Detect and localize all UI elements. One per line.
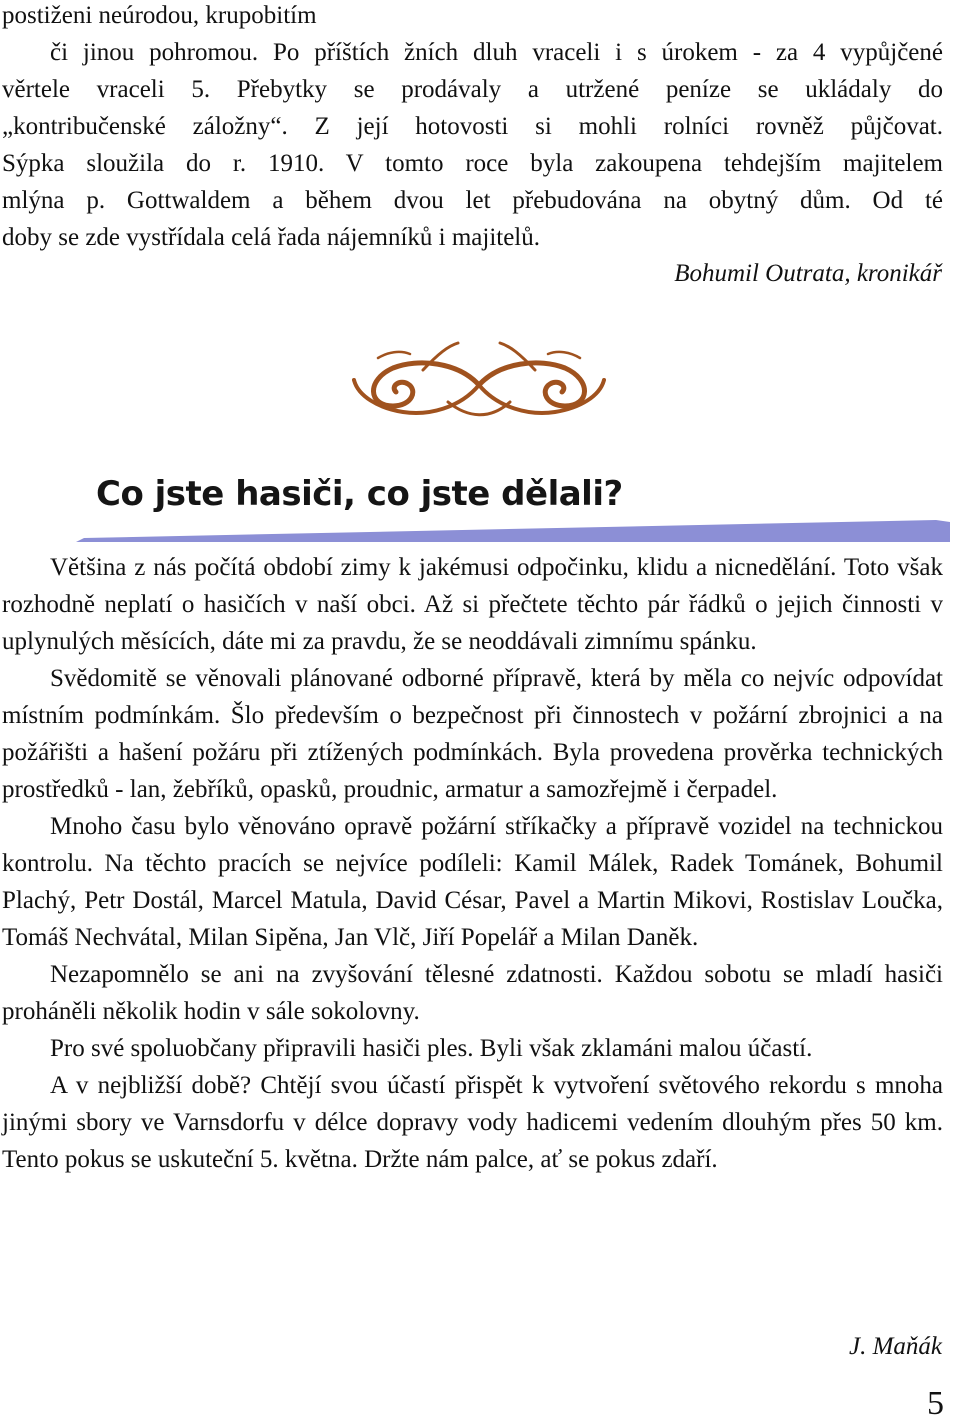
- article-paragraph: Většina z nás počítá období zimy k jakémusi odpočinku, klidu a nicnedělání. Toto však rozhodně neplatí o hasičích v naší obci. Až si přečtete těchto pár řádků o jejich činnosti v uplynulých měsících, dáte mi za pravdu, že se neoddávali zimnímu spánku.: [2, 554, 943, 655]
- article-body: [2, 549, 943, 1178]
- page-number: 5: [927, 1385, 944, 1422]
- text-line: či jinou pohromou. Po příštích žních dluh vraceli i s úrokem - za 4 vypůjčené: [50, 39, 943, 66]
- heading-rule: [76, 520, 950, 542]
- article-paragraph: Mnoho času bylo věnováno opravě požární stříkačky a přípravě vozidel na technickou kontrolu. Na těchto pracích se nejvíce podíleli: Kamil Málek, Radek Tománek, Bohumil Plachý, Petr Dostál, Marcel Matula, David César, Pavel a Martin Mikovi, Rostislav Loučka, Tomáš Nechvátal, Milan Sipěna, Jan Vlč, Jiří Popelář a Milan Daněk.: [2, 813, 943, 951]
- author-signature: J. Maňák: [848, 1333, 942, 1360]
- article-paragraph: Pro své spoluobčany připravili hasiči ples. Byli však zklamáni malou účastí.: [50, 1035, 813, 1062]
- text-line: doby se zde vystřídala celá řada nájemníků i majitelů.: [2, 224, 541, 251]
- article-paragraph: A v nejbližší době? Chtějí svou účastí přispět k vytvoření světového rekordu s mnoha jinými sbory ve Varnsdorfu v délce dopravy vody hadicemi vedením dlouhým přes 50 km. Tento pokus se uskuteční 5. května. Držte nám palce, ať se pokus zdaří.: [2, 1072, 943, 1173]
- article-heading: Co jste hasiči, co jste dělali?: [96, 474, 623, 514]
- text-line: mlýna p. Gottwaldem a během dvou let přebudována na obytný dům. Od té: [2, 187, 943, 214]
- text-line: „kontribučenské záložny“. Z její hotovosti si mohli rolníci rovněž půjčovat.: [2, 113, 943, 140]
- article-paragraph: Svědomitě se věnovali plánované odborné přípravě, která by měla co nejvíc odpovídat místním podmínkám. Šlo především o bezpečnost při činnostech v požární zbrojnici a na požářišti a hašení požáru při ztížených podmínkách. Byla provedena prověrka technických prostředků - lan, žebříků, opasků, proudnic, armatur a samozřejmě i čerpadel.: [2, 665, 943, 803]
- text-line: Sýpka sloužila do r. 1910. V tomto roce byla zakoupena tehdejším majitelem: [2, 150, 943, 177]
- previous-article-ending: [2, 0, 943, 256]
- flourish-ornament-icon: [348, 340, 610, 430]
- article-paragraph: Nezapomnělo se ani na zvyšování tělesné zdatnosti. Každou sobotu se mladí hasiči proháněli několik hodin v sále sokolovny.: [2, 961, 943, 1025]
- text-line: postiženi neúrodou, krupobitím: [2, 2, 317, 29]
- chronicler-signature: Bohumil Outrata, kronikář: [674, 260, 942, 287]
- text-line: věrtele vraceli 5. Přebytky se prodávaly a utržené peníze se ukládaly do: [2, 76, 943, 103]
